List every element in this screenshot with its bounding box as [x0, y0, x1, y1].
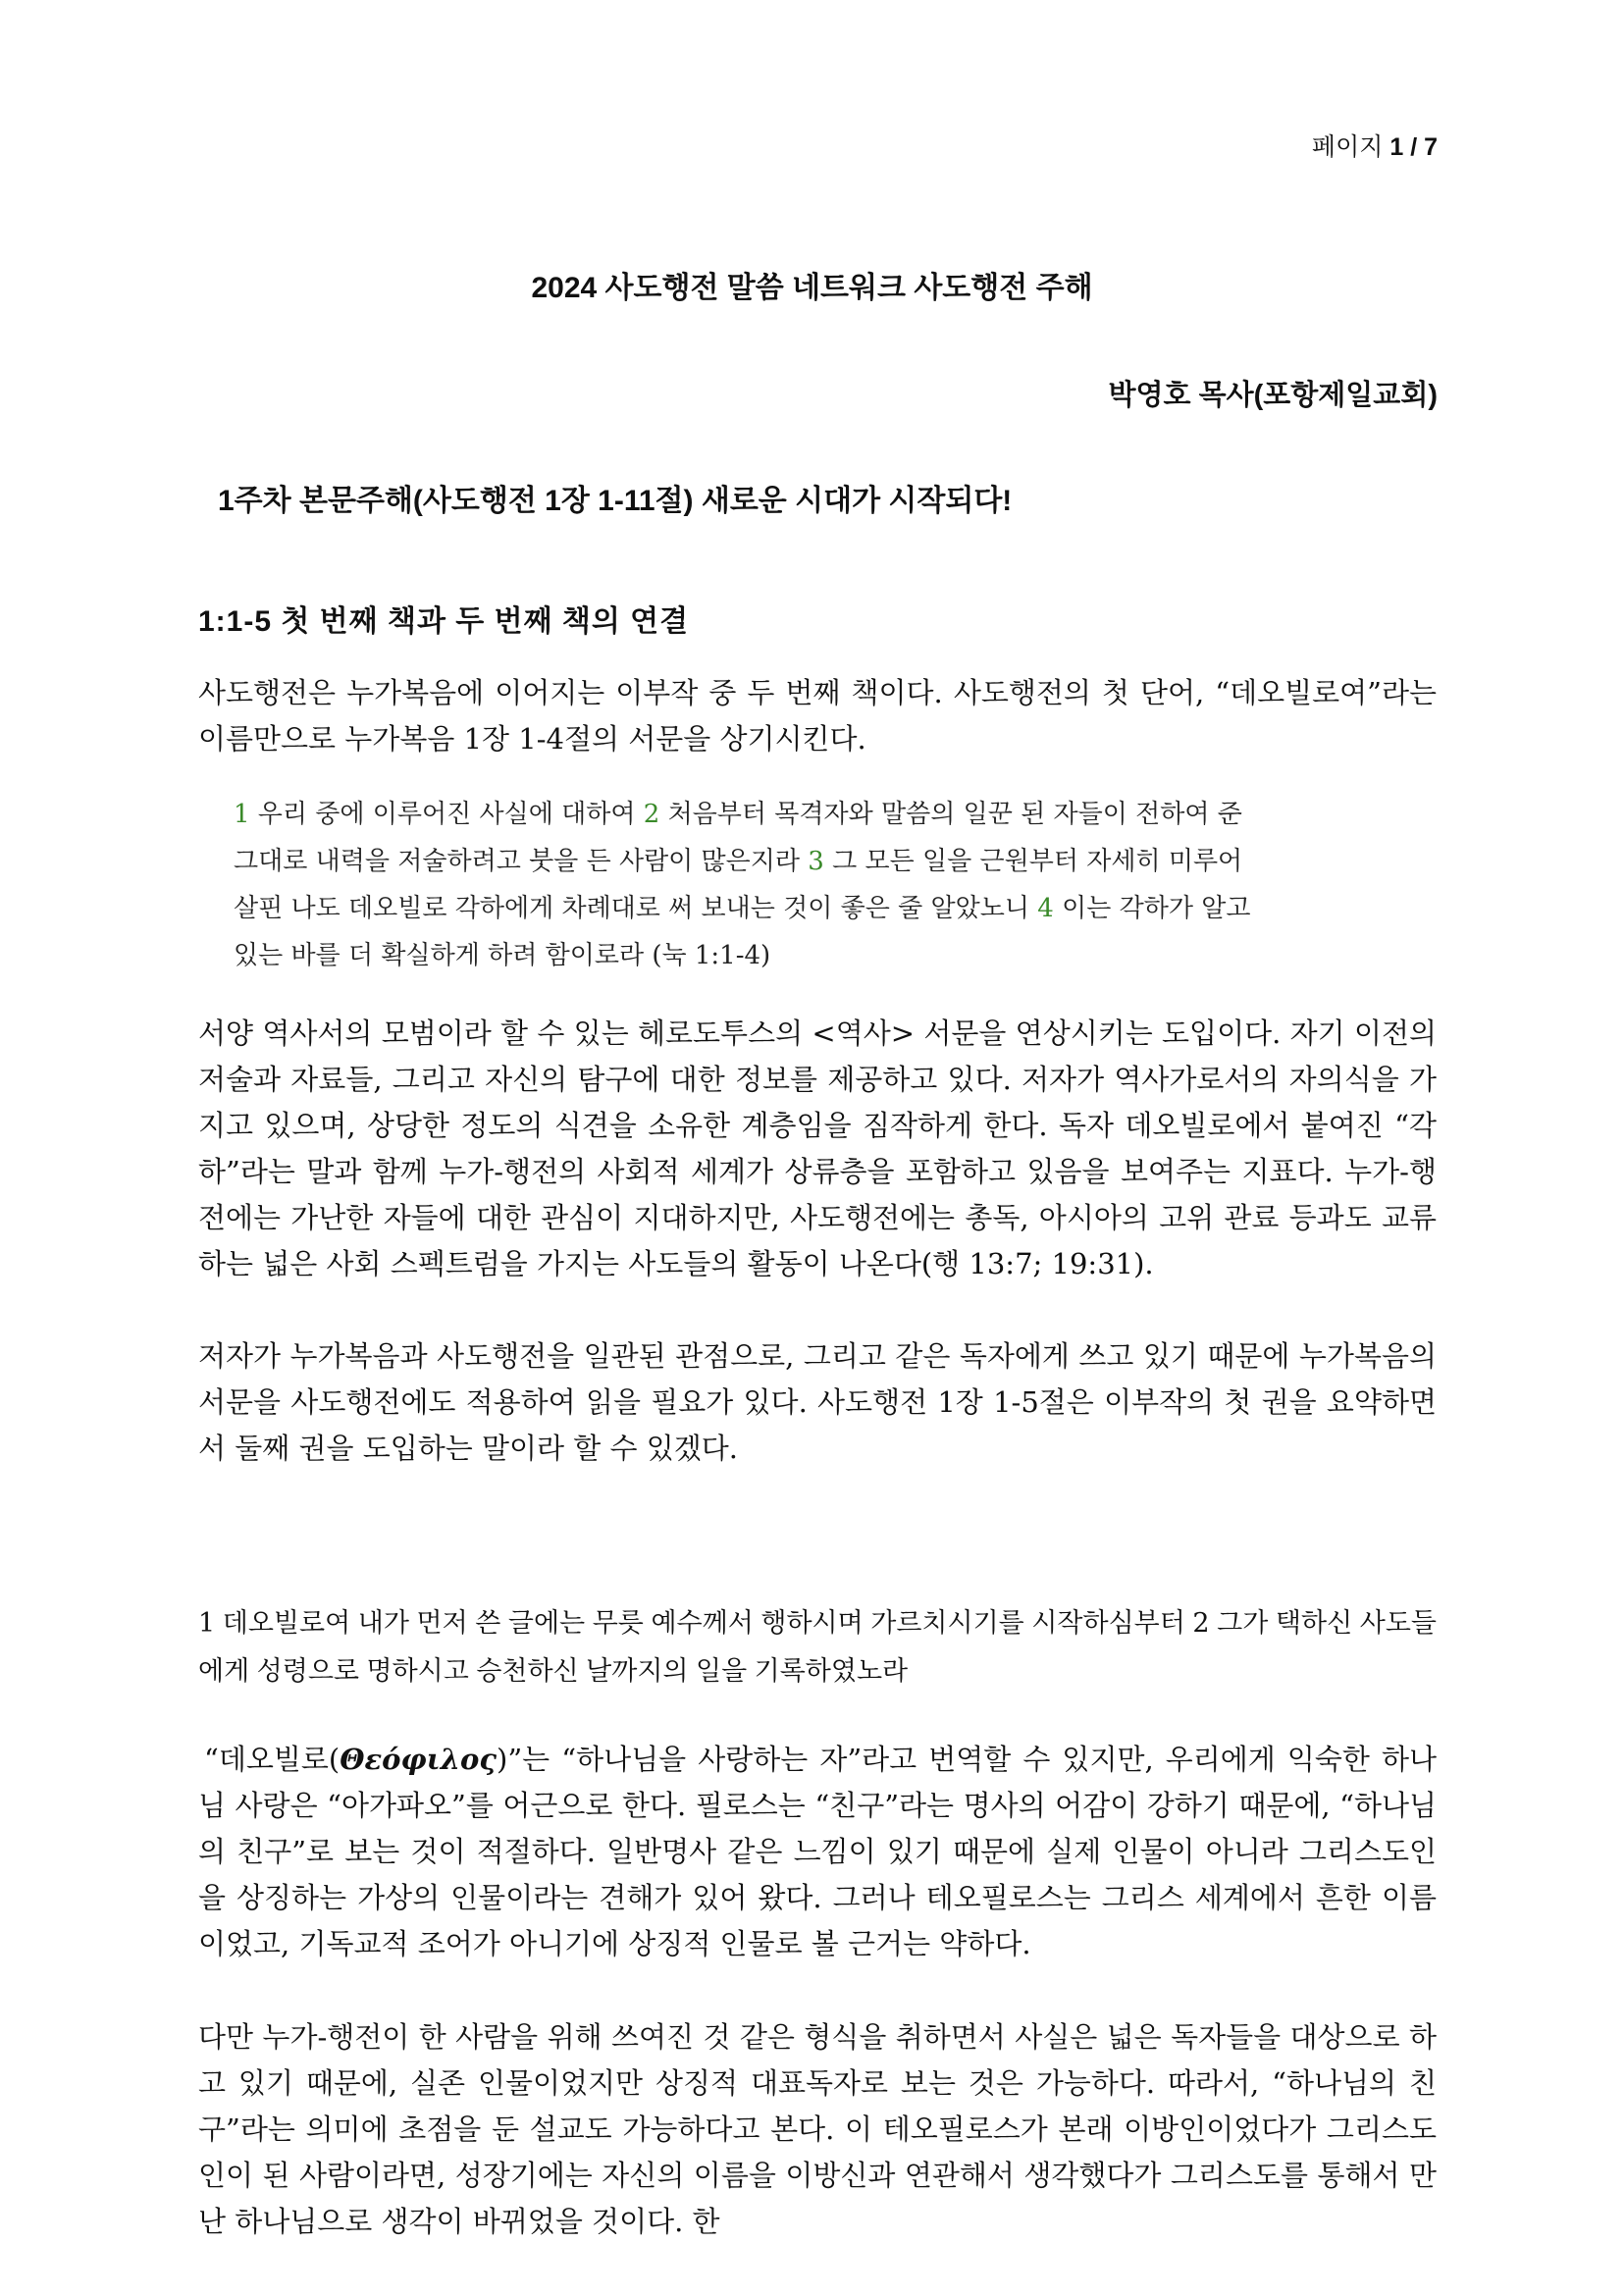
- verse-text: 우리 중에 이루어진 사실에 대하여: [249, 800, 644, 829]
- verse-number: 2: [643, 800, 660, 829]
- greek-word: Θεόφιλος: [340, 1743, 498, 1776]
- verse-number: 3: [808, 847, 824, 876]
- page-separator: /: [1410, 133, 1418, 161]
- verse-number: 1: [234, 800, 250, 829]
- verse-text: 처음부터 목격자와 말씀의 일꾼 된 자들이 전하여 준 그대로 내력을 저술하려고 붓을 든 사람이 많은지라: [234, 800, 1242, 876]
- verse-text: 이는 각하가 알고 있는 바를 더 확실하게 하려 함이로라 (눅 1:1-4): [234, 894, 1251, 970]
- verse-number: 4: [1037, 894, 1054, 923]
- paragraph-representative-reader: 다만 누가-행전이 한 사람을 위해 쓰여진 것 같은 형식을 취하면서 사실은 넓은 독자들을 대상으로 하고 있기 때문에, 실존 인물이었지만 상징적 대표독자로 보는 것은 가능하다. 따라서, “하나님의 친구”라는 의미에 초점을 둔 설교도 가능하다고 본다. 이 테오필로스가 본래 이방인이었다가 그리스도인이 된 사람이라면, 성장기에는 자신의 이름을 이방신과 연관해서 생각했다가 그리스도를 통해서 만난 하나님으로 생각이 바뀌었을 것이다. 한: [198, 2020, 1437, 2238]
- page-label: 페이지: [1311, 133, 1384, 161]
- intro-paragraph: 사도행전은 누가복음에 이어지는 이부작 중 두 번째 책이다. 사도행전의 첫 단어, “데오빌로여”라는 이름만으로 누가복음 1장 1-4절의 서문을 상기시킨다.: [198, 676, 1437, 756]
- document-title: 2024 사도행전 말씀 네트워크 사도행전 주해: [531, 272, 1093, 304]
- verse-text: 데오빌로여 내가 먼저 쓴 글에는 무릇 예수께서 행하시며 가르치시기를 시작하심부터: [215, 1608, 1193, 1638]
- week-heading: 1주차 본문주해(사도행전 1장 1-11절) 새로운 시대가 시작되다!: [218, 485, 1013, 517]
- verse-text: 그가 택하신 사도들에게 성령으로 명하시고 승천하신 날까지의 일을 기록하였노라: [198, 1608, 1437, 1686]
- theophilus-intro: “데오빌로(: [204, 1743, 341, 1776]
- scripture-quote: [234, 791, 1254, 979]
- paragraph-preface: 저자가 누가복음과 사도행전을 일관된 관점으로, 그리고 같은 독자에게 쓰고 있기 때문에 누가복음의 서문을 사도행전에도 적용하여 읽을 필요가 있다. 사도행전 1장 1-5절은 이부작의 첫 권을 요약하면서 둘째 권을 도입하는 말이라 할 수 있겠다.: [198, 1339, 1437, 1465]
- page-number: [1312, 128, 1438, 163]
- verse-text: 그 모든 일을 근원부터 자세히 미루어 살핀 나도 데오빌로 각하에게 차례대로 써 보내는 것이 좋은 줄 알았노니: [234, 847, 1243, 923]
- verse-number: 2: [1192, 1608, 1210, 1639]
- verse-block: [198, 1599, 1437, 1695]
- paragraph-theophilus: [198, 1737, 1437, 1967]
- verse-number: 1: [198, 1608, 216, 1639]
- paragraph-herodotus: 서양 역사서의 모범이라 할 수 있는 헤로도투스의 <역사> 서문을 연상시키는 도입이다. 자기 이전의 저술과 자료들, 그리고 자신의 탐구에 대한 정보를 제공하고 있다. 저자가 역사가로서의 자의식을 가지고 있으며, 상당한 정도의 식견을 소유한 계층임을 짐작하게 한다. 독자 데오빌로에서 붙여진 “각하”라는 말과 함께 누가-행전의 사회적 세계가 상류층을 포함하고 있음을 보여주는 지표다. 누가-행전에는 가난한 자들에 대한 관심이 지대하지만, 사도행전에는 총독, 아시아의 고위 관료 등과도 교류하는 넓은 사회 스펙트럼을 가지는 사도들의 활동이 나온다(행 13:7; 19:31).: [198, 1017, 1437, 1280]
- page-current: 1: [1389, 133, 1404, 161]
- section-heading: 1:1-5 첫 번째 책과 두 번째 책의 연결: [198, 605, 690, 638]
- page-total: 7: [1424, 133, 1438, 161]
- theophilus-body: )”는 “하나님을 사랑하는 자”라고 번역할 수 있지만, 우리에게 익숙한 하나님 사랑은 “아가파오”를 어근으로 한다. 필로스는 “친구”라는 명사의 어감이 강하기 때문에, “하나님의 친구”로 보는 것이 적절하다. 일반명사 같은 느낌이 있기 때문에 실제 인물이 아니라 그리스도인을 상징하는 가상의 인물이라는 견해가 있어 왔다. 그러나 테오필로스는 그리스 세계에서 흔한 이름이었고, 기독교적 조어가 아니기에 상징적 인물로 볼 근거는 약하다.: [198, 1743, 1437, 1960]
- author-line: 박영호 목사(포항제일교회): [1108, 380, 1438, 411]
